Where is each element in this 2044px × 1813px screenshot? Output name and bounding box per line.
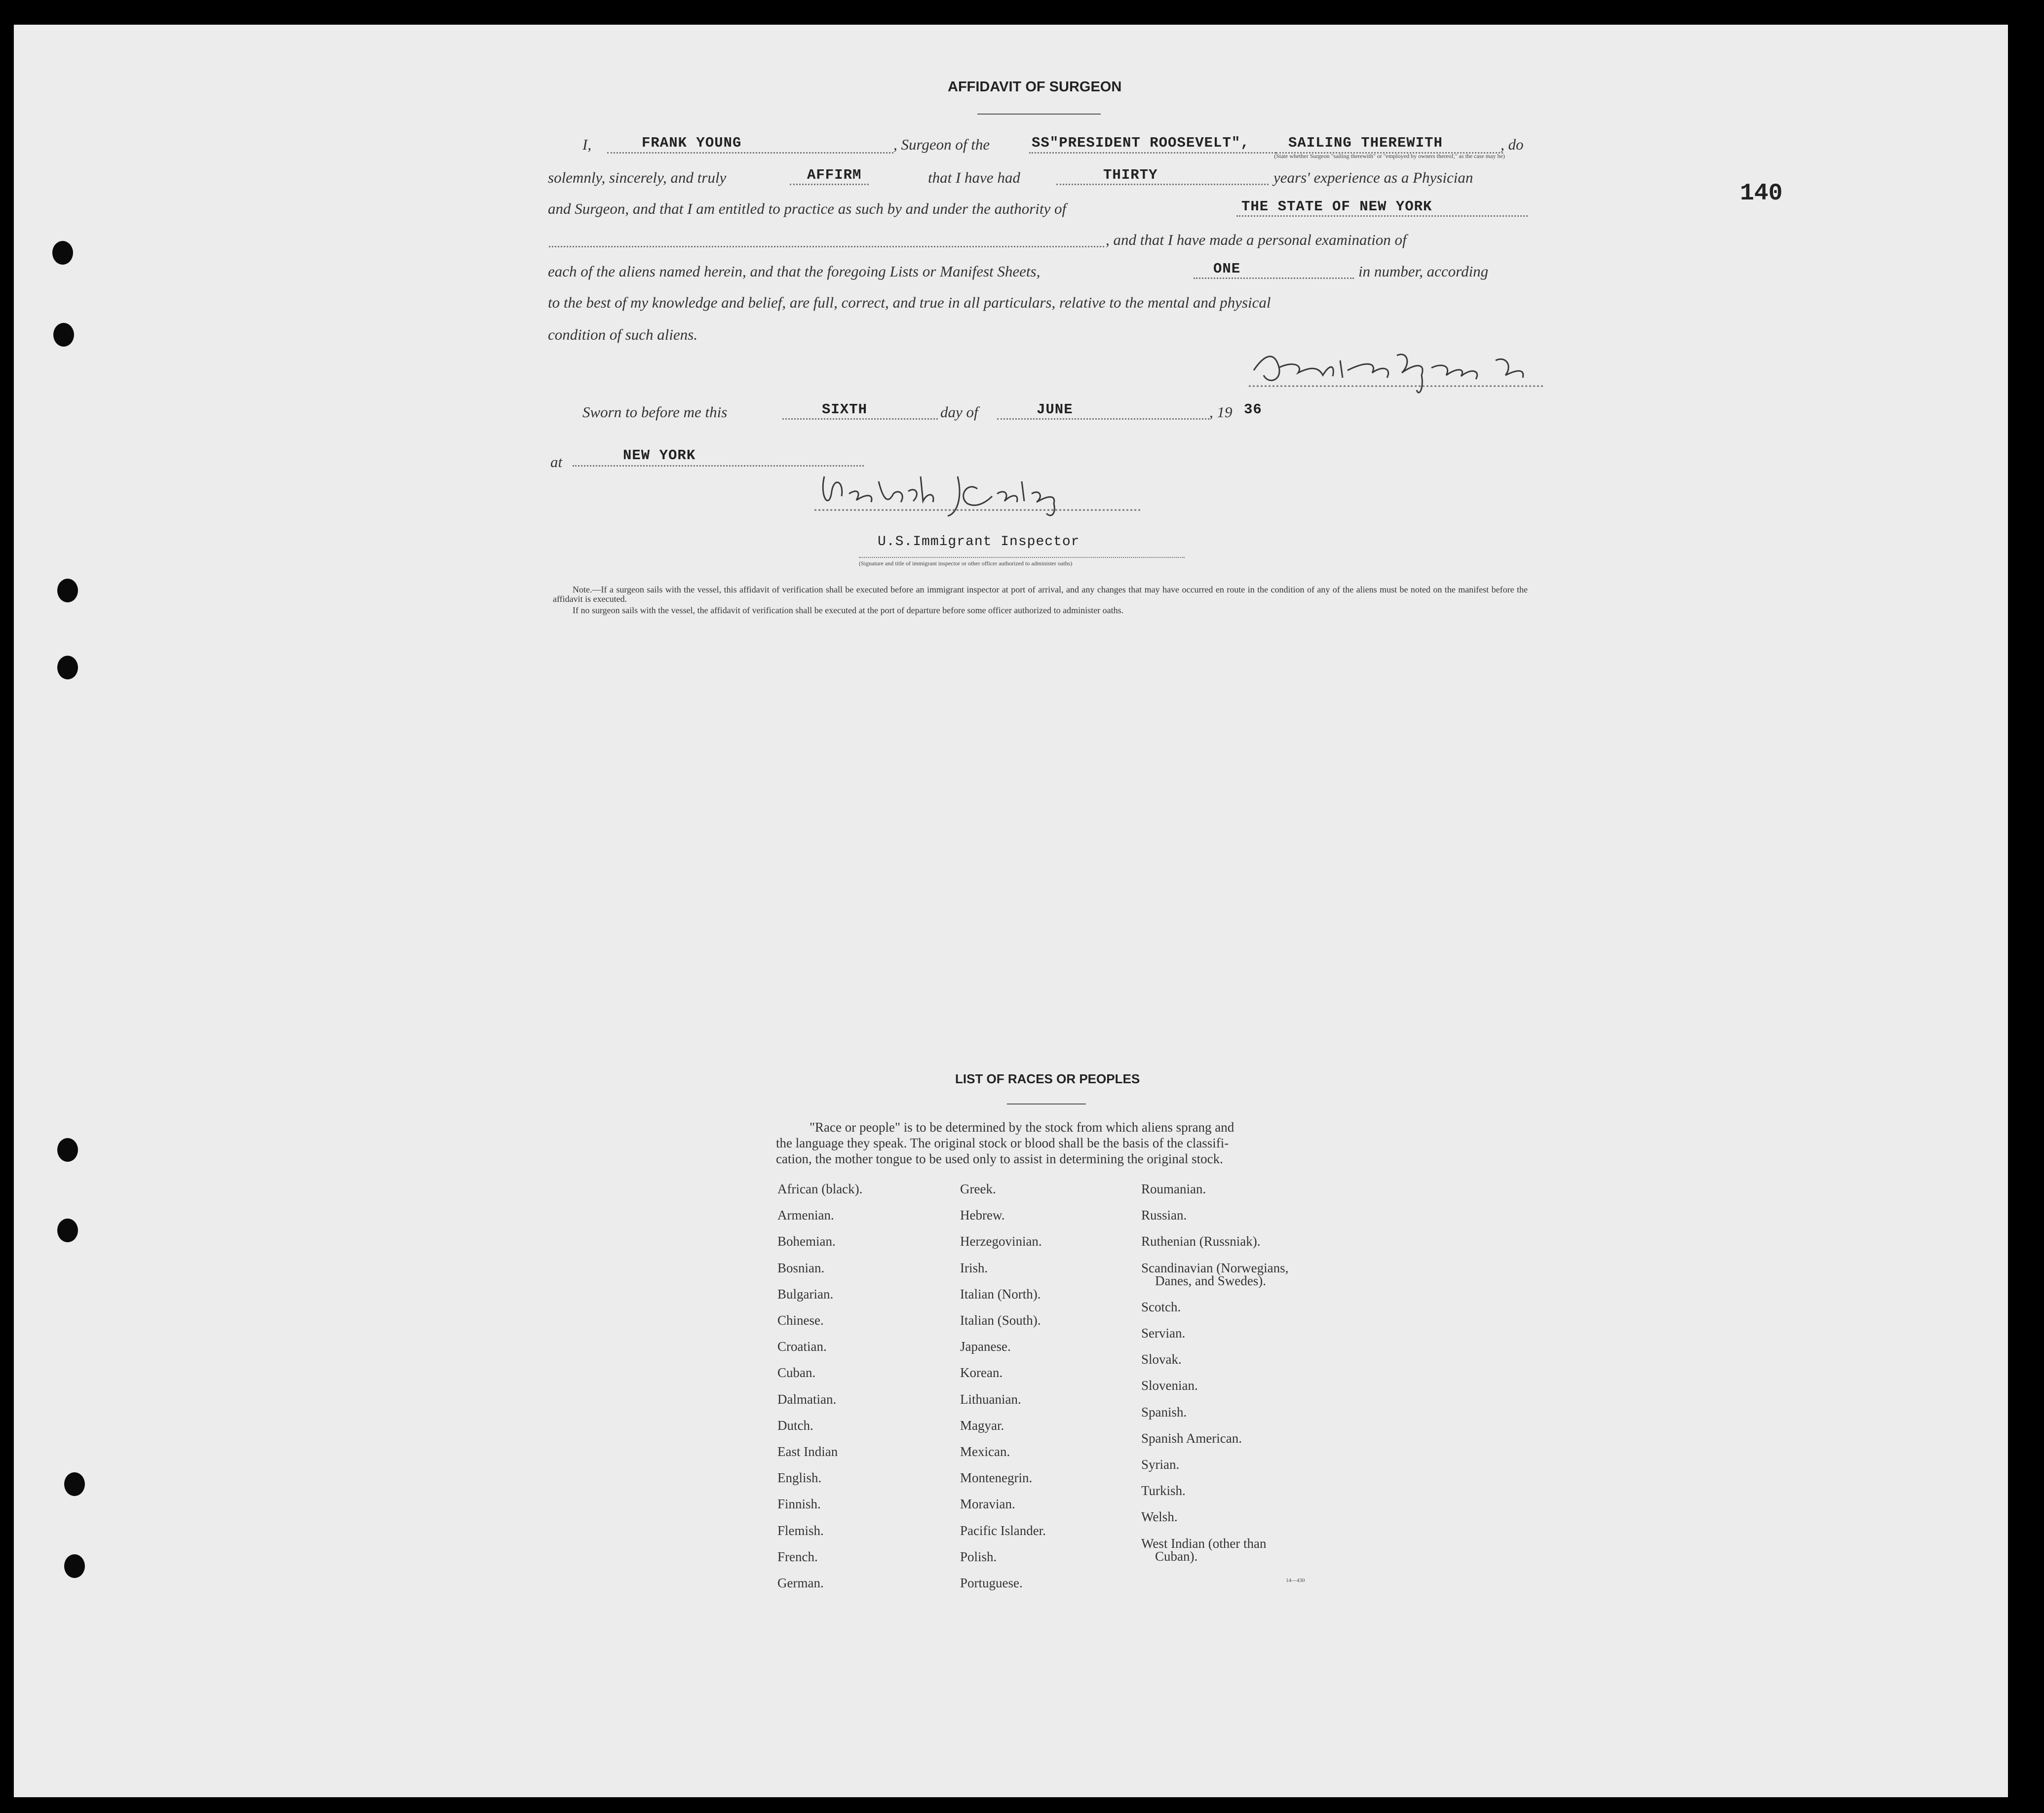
surgeon-signature [1249,341,1545,400]
race-item: Bosnian. [777,1261,825,1275]
races-column-2 [960,1182,1128,1602]
race-item: Magyar. [960,1418,1004,1433]
race-item: Slovenian. [1141,1378,1198,1393]
sworn-year: 36 [1244,401,1262,418]
races-title: LIST OF RACES OR PEOPLES [955,1071,1140,1086]
line2-prefix: solemnly, sincerely, and truly [548,169,727,186]
binder-hole [52,241,73,265]
line1-prefix: I, [582,136,592,153]
race-item: Syrian. [1141,1457,1180,1472]
blank-count [1194,277,1354,279]
race-item: Welsh. [1141,1509,1178,1524]
race-item: Korean. [960,1365,1003,1380]
race-item: Moravian. [960,1497,1015,1511]
line2-mid: that I have had [928,169,1020,186]
race-item: Dalmatian. [777,1392,837,1407]
blank-authority-cont [549,246,1104,247]
years-experience: THIRTY [1103,167,1158,183]
vessel-name: SS"PRESIDENT ROOSEVELT", [1032,135,1250,151]
title-rule [977,114,1101,115]
race-item: Japanese. [960,1339,1011,1354]
race-item: Scandinavian (Norwegians, [1141,1261,1289,1275]
race-item: Spanish. [1141,1405,1187,1419]
blank-vessel [1029,152,1276,154]
binder-hole [53,323,74,347]
race-item: Mexican. [960,1444,1010,1459]
race-item: Ruthenian (Russniak). [1141,1234,1261,1249]
affidavit-title: AFFIDAVIT OF SURGEON [948,79,1122,95]
surgeon-status: SAILING THEREWITH [1288,135,1443,151]
race-item: West Indian (other than [1141,1536,1267,1551]
race-item: Flemish. [777,1523,824,1538]
race-item: East Indian [777,1444,838,1459]
race-item: Cuban. [777,1365,816,1380]
race-item: African (black). [777,1182,863,1196]
race-item: Portuguese. [960,1576,1023,1590]
signature-hint: (Signature and title of immigrant inspector or other officer authorized to administer oaths) [859,560,1073,567]
line1-do: , do [1501,136,1524,153]
sworn-day-of: day of [940,403,978,421]
sworn-place: NEW YORK [623,447,696,464]
race-item: Roumanian. [1141,1182,1206,1196]
line5-suffix: in number, according [1358,263,1489,280]
binder-hole [57,656,78,679]
race-item: Spanish American. [1141,1431,1242,1446]
blank-day [782,418,938,420]
race-item: Hebrew. [960,1208,1005,1222]
race-item: German. [777,1576,824,1590]
sheet-count: ONE [1213,261,1241,277]
binder-hole [57,1219,78,1242]
blank-years [1056,184,1269,185]
line3-prefix: and Surgeon, and that I am entitled to practice as such by and under the authority of [548,200,1067,217]
blank-affirm [790,184,869,185]
sworn-day: SIXTH [822,401,868,418]
race-item: Montenegrin. [960,1470,1033,1485]
authority: THE STATE OF NEW YORK [1241,198,1432,215]
sworn-year-prefix: , 19 [1209,403,1233,421]
binder-hole [57,579,78,602]
race-item: Scotch. [1141,1300,1181,1314]
line7: condition of such aliens. [548,326,698,343]
blank-month [997,418,1209,420]
line6: to the best of my knowledge and belief, are full, correct, and true in all particulars, relative to the mental and physical [548,294,1271,311]
inspector-signature [814,467,1140,521]
inspector-title: U.S.Immigrant Inspector [878,534,1080,550]
race-item: Servian. [1141,1326,1186,1340]
race-item: Bulgarian. [777,1287,834,1301]
race-item: Italian (North). [960,1287,1041,1301]
race-item: Dutch. [777,1418,813,1433]
race-item: Greek. [960,1182,996,1196]
at-prefix: at [550,453,563,471]
race-item: French. [777,1549,818,1564]
line2-suffix: years' experience as a Physician [1273,169,1473,186]
race-item: Bohemian. [777,1234,836,1249]
race-item: Lithuanian. [960,1392,1021,1407]
binder-hole [64,1554,85,1578]
line5-prefix: each of the aliens named herein, and that the foregoing Lists or Manifest Sheets, [548,263,1041,280]
race-item: Croatian. [777,1339,827,1354]
race-item: Pacific Islander. [960,1523,1046,1538]
race-item: Russian. [1141,1208,1187,1222]
binder-hole [64,1472,85,1496]
line4: , and that I have made a personal examination of [1106,231,1407,248]
page-number: 140 [1740,180,1783,207]
race-item: Italian (South). [960,1313,1041,1328]
line1-surgeon-of: , Surgeon of the [893,136,990,153]
race-item: Herzegovinian. [960,1234,1042,1249]
races-column-3 [1141,1182,1349,1602]
race-item: Slovak. [1141,1352,1182,1367]
surgeon-name: FRANK YOUNG [642,135,742,151]
affirm-word: AFFIRM [807,167,862,183]
status-hint: (State whether Surgeon "sailing therewith" or "employed by owners thereof," as the case may be) [1274,153,1505,159]
races-intro-line-2: the language they speak. The original stock or blood shall be the basis of the classifi- [776,1136,1229,1150]
race-item: Polish. [960,1549,997,1564]
race-item: Armenian. [777,1208,834,1222]
race-item: English. [777,1470,822,1485]
race-item: Finnish. [777,1497,821,1511]
sworn-prefix: Sworn to before me this [582,403,728,421]
sworn-month: JUNE [1037,401,1073,418]
races-column-1 [777,1182,945,1602]
races-intro-line-1: "Race or people" is to be determined by the stock from which aliens sprang and [810,1120,1234,1135]
blank-authority [1236,215,1528,217]
race-item: Cuban). [1155,1549,1198,1564]
races-intro-line-3: cation, the mother tongue to be used only to assist in determining the original stock. [776,1151,1223,1166]
race-item: Danes, and Swedes). [1155,1273,1266,1288]
race-item: Turkish. [1141,1483,1186,1498]
affidavit-note-2: If no surgeon sails with the vessel, the affidavit of verification shall be executed at the port of departure before some officer authorized to administer oaths. [573,605,1124,615]
blank-name [607,152,893,154]
race-item: Irish. [960,1261,988,1275]
affidavit-note: Note.—If a surgeon sails with the vessel, this affidavit of verification shall be executed before an immigrant inspector at port of arrival, and any changes that may have occurred en route in the condition of any of the aliens must be noted on the manifest before the affidavit is executed. [553,585,1528,604]
blank-inspector [859,557,1185,558]
binder-hole [57,1138,78,1162]
form-code: 14—430 [1286,1577,1305,1583]
race-item: Chinese. [777,1313,824,1328]
